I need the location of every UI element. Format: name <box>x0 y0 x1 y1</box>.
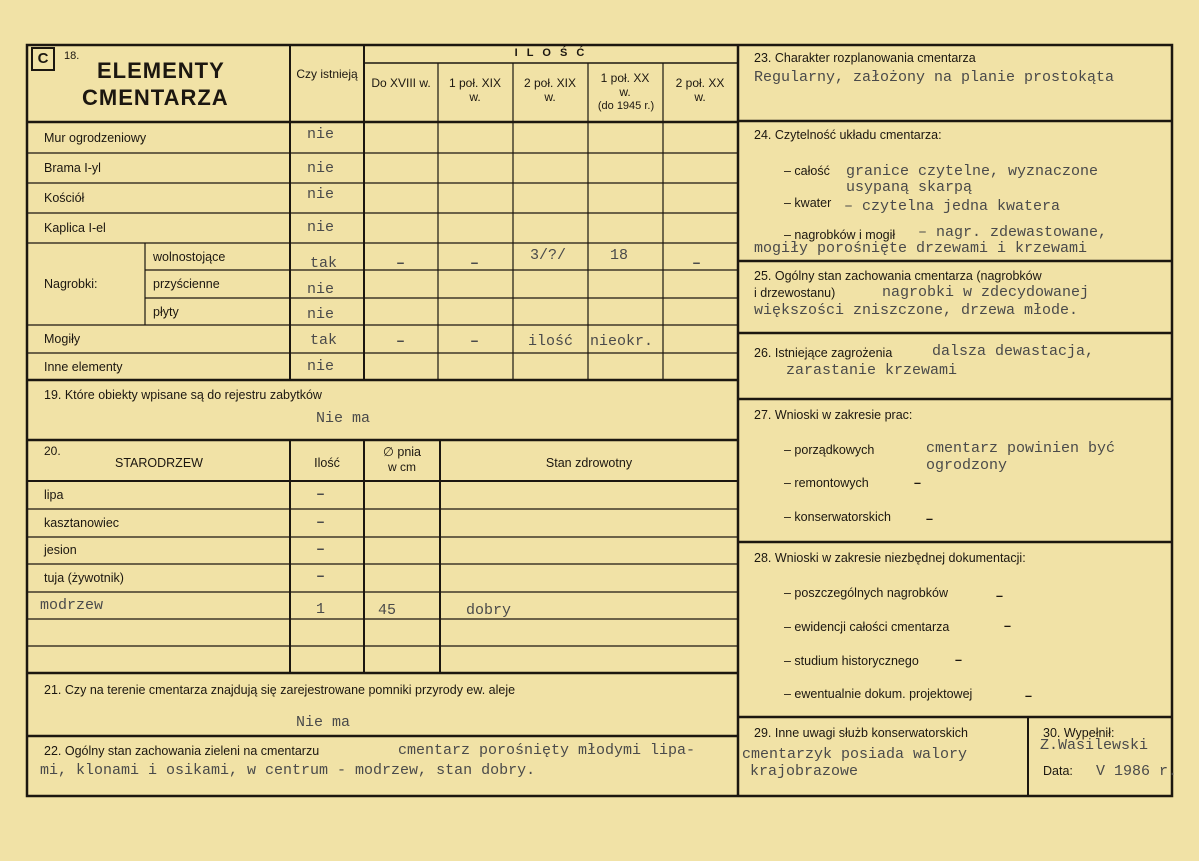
section-28-projektowej-value: – <box>1025 689 1032 703</box>
row-label-inne: Inne elementy <box>44 360 123 374</box>
exists-brama: nie <box>307 160 335 177</box>
section-27-porzadkowych-value2: ogrodzony <box>926 457 1008 474</box>
exists-kaplica: nie <box>307 219 335 236</box>
section-24-label: 24. Czytelność układu cmentarza: <box>754 128 942 142</box>
qty-mogily-do-xviii: – <box>396 333 406 350</box>
section-29-value1: cmentarzyk posiada walory <box>742 746 968 763</box>
qty-mogily-1pol-xx: nieokr. <box>590 333 654 350</box>
col-header-pnia: ∅ pnia <box>383 445 421 459</box>
section-21-label: 21. Czy na terenie cmentarza znajdują się zarejestrowane pomniki przyrody ew. aleje <box>44 683 516 697</box>
tree-tuja: tuja (żywotnik) <box>44 571 124 585</box>
section-28-nagrobkow-value: – <box>996 589 1003 603</box>
col-header-stan: Stan zdrowotny <box>545 456 633 470</box>
qty-mogily-1pol-xix: – <box>470 333 480 350</box>
qty-wolnostojace-2pol-xx: – <box>692 255 702 272</box>
col-header-exists: Czy istnieją <box>296 67 358 81</box>
tree-modrzew-ilosc: 1 <box>316 601 326 618</box>
tree-modrzew-pien: 45 <box>378 602 397 619</box>
section-28-studium-value: – <box>955 653 962 667</box>
row-label-plyty: płyty <box>153 305 179 319</box>
col-header-1pol-xx-sub: (do 1945 r.) <box>597 100 655 112</box>
section-23-label: 23. Charakter rozplanowania cmentarza <box>754 51 976 65</box>
section-18-title-line2: CMENTARZA <box>82 85 229 110</box>
tree-modrzew-stan: dobry <box>466 602 512 619</box>
col-header-1pol-xx: 1 poł. XX w. <box>600 71 650 99</box>
section-30-name: Z.Wasilewski <box>1040 737 1149 754</box>
col-header-do-xviii: Do XVIII w. <box>371 76 431 90</box>
section-30-date: V 1986 r. <box>1096 763 1178 780</box>
row-label-wolnostojace: wolnostojące <box>153 250 226 264</box>
tree-jesion-ilosc: – <box>316 541 326 558</box>
exists-plyty: nie <box>307 306 335 323</box>
section-19-label: 19. Które obiekty wpisane są do rejestru zabytków <box>44 388 322 402</box>
section-27-porzadkowych-value1: cmentarz powinien być <box>926 440 1116 457</box>
section-24-kwater-label: – kwater <box>784 196 832 210</box>
section-29-value2: krajobrazowe <box>750 763 859 780</box>
section-20-title: STARODRZEW <box>115 456 203 470</box>
qty-wolnostojace-2pol-xix: 3/?/ <box>530 247 567 264</box>
col-header-ilosc: I L O Ś Ć <box>514 47 588 59</box>
section-28-studium-label: – studium historycznego <box>784 654 919 668</box>
tree-lipa-ilosc: – <box>316 486 326 503</box>
col-header-pnia-unit: w cm <box>388 460 416 474</box>
section-19-value: Nie ma <box>316 410 371 427</box>
section-27-konserwatorskich-label: – konserwatorskich <box>784 510 891 524</box>
section-22-value-line1: cmentarz porośnięty młodymi lipa- <box>398 742 696 759</box>
section-27-remontowych-value: – <box>914 476 921 490</box>
qty-wolnostojace-do-xviii: – <box>396 255 406 272</box>
col-header-tree-ilosc: Ilość <box>314 456 340 470</box>
section-30-label: 30. Wypełnił: <box>1043 726 1115 740</box>
section-letter-box: C <box>31 47 55 71</box>
section-25-label-line2: i drzewostanu) <box>754 286 836 300</box>
section-26-label: 26. Istniejące zagrożenia <box>754 346 893 360</box>
section-28-ewidencji-value: – <box>1004 619 1011 633</box>
section-26-value1: dalsza dewastacja, <box>932 343 1095 360</box>
section-28-nagrobkow-label: – poszczególnych nagrobków <box>784 586 948 600</box>
section-25-value2: większości zniszczone, drzewa młode. <box>754 302 1079 319</box>
section-21-value: Nie ma <box>296 714 351 731</box>
row-label-nagrobki: Nagrobki: <box>44 277 98 291</box>
section-27-konserwatorskich-value: – <box>926 512 933 526</box>
exists-mur: nie <box>307 126 335 143</box>
section-26-value2: zarastanie krzewami <box>786 362 958 379</box>
section-23-value: Regularny, założony na planie prostokąta <box>754 69 1115 86</box>
section-28-projektowej-label: – ewentualnie dokum. projektowej <box>784 687 973 701</box>
exists-przyscienne: nie <box>307 281 335 298</box>
row-label-mur: Mur ogrodzeniowy <box>44 131 147 145</box>
section-24-nagrobkow-value1: – nagr. zdewastowane, <box>918 224 1108 241</box>
section-25-label-line1: 25. Ogólny stan zachowania cmentarza (nagrobków <box>754 269 1042 283</box>
tree-modrzew: modrzew <box>40 597 104 614</box>
section-18-number: 18. <box>64 50 80 62</box>
section-24-calosc-label: – całość <box>784 164 830 178</box>
section-24-nagrobkow-value2: mogiły porośnięte drzewami i krzewami <box>754 240 1088 257</box>
col-header-2pol-xix: 2 poł. XIX w. <box>523 76 577 104</box>
section-22-label: 22. Ogólny stan zachowania zieleni na cmentarzu <box>44 744 320 758</box>
qty-wolnostojace-1pol-xx: 18 <box>610 247 629 264</box>
row-label-kosciol: Kościół <box>44 191 85 205</box>
exists-wolnostojace: tak <box>310 255 338 272</box>
tree-tuja-ilosc: – <box>316 568 326 585</box>
row-label-przyscienne: przyścienne <box>153 277 220 291</box>
row-label-mogily: Mogiły <box>44 332 81 346</box>
section-30-date-label: Data: <box>1043 764 1073 778</box>
section-29-label: 29. Inne uwagi służb konserwatorskich <box>754 726 969 740</box>
exists-inne: nie <box>307 358 335 375</box>
col-header-2pol-xx: 2 poł. XX w. <box>675 76 725 104</box>
row-label-kaplica: Kaplica I-el <box>44 221 106 235</box>
qty-wolnostojace-1pol-xix: – <box>470 255 480 272</box>
section-24-calosc-value2: usypaną skarpą <box>846 179 973 196</box>
col-header-1pol-xix: 1 poł. XIX w. <box>448 76 502 104</box>
section-27-remontowych-label: – remontowych <box>784 476 869 490</box>
exists-mogily: tak <box>310 332 338 349</box>
section-24-nagrobkow-label: – nagrobków i mogił <box>784 228 896 242</box>
section-20-number: 20. <box>44 444 61 458</box>
section-28-ewidencji-label: – ewidencji całości cmentarza <box>784 620 950 634</box>
section-27-porzadkowych-label: – porządkowych <box>784 443 875 457</box>
tree-lipa: lipa <box>44 488 64 502</box>
qty-mogily-2pol-xix: ilość <box>528 333 574 350</box>
section-25-value1: nagrobki w zdecydowanej <box>882 284 1090 301</box>
section-24-calosc-value1: granice czytelne, wyznaczone <box>846 163 1099 180</box>
row-label-brama: Brama I-yl <box>44 161 101 175</box>
section-18-title-line1: ELEMENTY <box>97 58 225 83</box>
tree-kasztanowiec: kasztanowiec <box>44 516 120 530</box>
section-22-value-line2: mi, klonami i osikami, w centrum - modrzew, stan dobry. <box>40 762 536 779</box>
section-27-label: 27. Wnioski w zakresie prac: <box>754 408 913 422</box>
tree-jesion: jesion <box>44 543 77 557</box>
exists-kosciol: nie <box>307 186 335 203</box>
tree-kasztanowiec-ilosc: – <box>316 514 326 531</box>
section-28-label: 28. Wnioski w zakresie niezbędnej dokumentacji: <box>754 551 1026 565</box>
section-24-kwater-value: – czytelna jedna kwatera <box>844 198 1061 215</box>
